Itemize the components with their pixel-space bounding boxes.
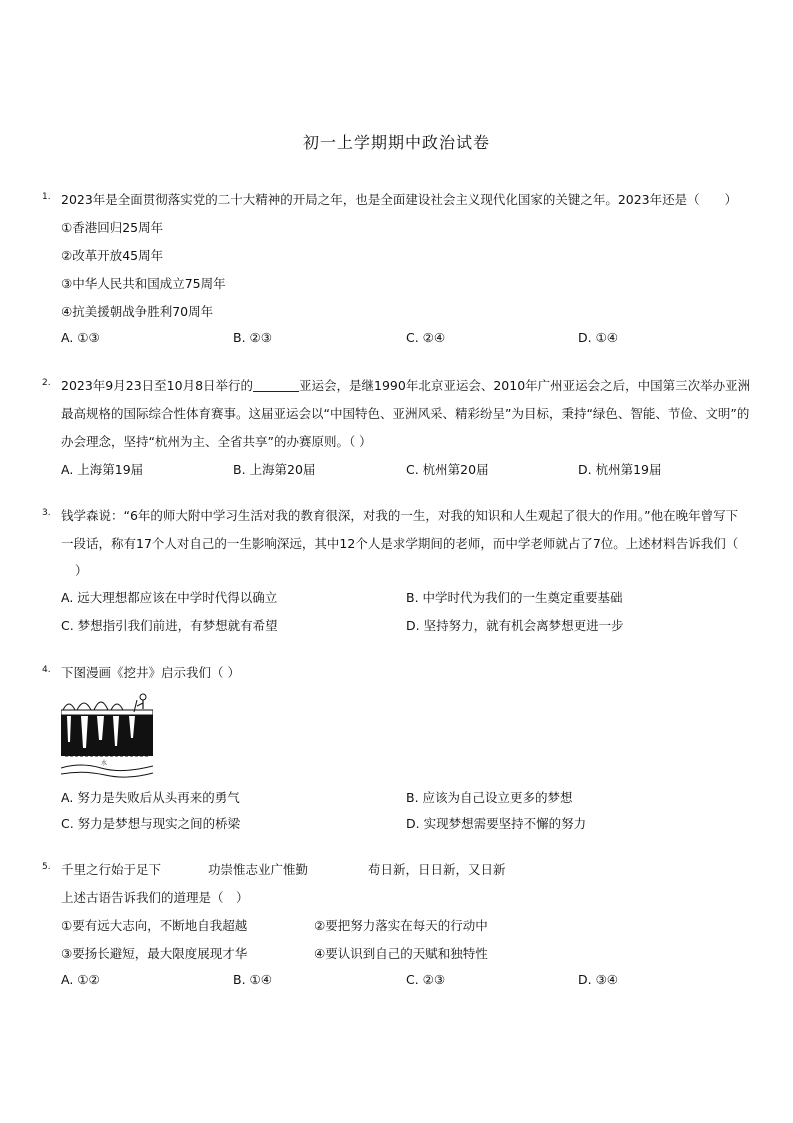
saying: 功崇惟志业广惟勤 bbox=[208, 862, 309, 877]
question-stem bbox=[61, 376, 750, 394]
statement: ③要扬长避短，最大限度展现才华 bbox=[61, 946, 248, 961]
stem-part: 2023年9月23日至10月8日举行的 bbox=[61, 378, 254, 393]
question-stem: ） bbox=[75, 563, 88, 578]
option-b[interactable]: B. 上海第20届 bbox=[233, 462, 316, 477]
question-stem: 2023年是全面贯彻落实党的二十大精神的开局之年，也是全面建设社会主义现代化国家的关键之年。2023年还是（ ） bbox=[61, 192, 738, 207]
option-d[interactable]: D. 实现梦想需要坚持不懈的努力 bbox=[406, 816, 587, 831]
question-stem: 最高规格的国际综合性体育赛事。这届亚运会以“中国特色、亚洲风采、精彩纷呈”为目标，秉持“绿色、智能、节俭、文明”的 bbox=[61, 406, 750, 421]
option-d[interactable]: D. ③④ bbox=[578, 972, 618, 987]
option-d[interactable]: D. 坚持努力，就有机会离梦想更进一步 bbox=[406, 618, 624, 633]
option-c[interactable]: C. ②③ bbox=[406, 972, 446, 987]
option-d[interactable]: D. ①④ bbox=[578, 330, 618, 345]
stem-part: 亚运会，是继1990年北京亚运会、2010年广州亚运会之后，中国第三次举办亚洲 bbox=[299, 378, 751, 393]
answer-blank bbox=[253, 379, 299, 392]
option-c[interactable]: C. 梦想指引我们前进，有梦想就有希望 bbox=[61, 618, 278, 633]
question-number: 3. bbox=[42, 508, 51, 518]
statement: ①香港回归25周年 bbox=[61, 220, 164, 235]
statement: ④抗美援朝战争胜利70周年 bbox=[61, 304, 214, 319]
question-number: 1. bbox=[42, 192, 51, 202]
option-d[interactable]: D. 杭州第19届 bbox=[578, 462, 662, 477]
option-b[interactable]: B. ①④ bbox=[233, 972, 272, 987]
option-a[interactable]: A. 上海第19届 bbox=[61, 462, 144, 477]
question-stem: 办会理念，坚持“杭州为主、全省共享”的办赛原则。（ ） bbox=[61, 434, 372, 449]
option-a[interactable]: A. 远大理想都应该在中学时代得以确立 bbox=[61, 590, 278, 605]
question-number: 5. bbox=[42, 862, 51, 872]
option-c[interactable]: C. 杭州第20届 bbox=[406, 462, 489, 477]
saying: 苟日新，日日新，又日新 bbox=[368, 862, 506, 877]
option-b[interactable]: B. ②③ bbox=[233, 330, 272, 345]
option-b[interactable]: B. 应该为自己设立更多的梦想 bbox=[406, 790, 573, 805]
statement: ②要把努力落实在每天的行动中 bbox=[314, 918, 488, 933]
question-stem: 上述古语告诉我们的道理是（ ） bbox=[61, 890, 249, 905]
saying: 千里之行始于足下 bbox=[61, 862, 162, 877]
statement: ③中华人民共和国成立75周年 bbox=[61, 276, 226, 291]
statement: ②改革开放45周年 bbox=[61, 248, 164, 263]
question-number: 4. bbox=[42, 665, 51, 675]
option-a[interactable]: A. ①③ bbox=[61, 330, 100, 345]
statement: ①要有远大志向，不断地自我超越 bbox=[61, 918, 248, 933]
statement: ④要认识到自己的天赋和独特性 bbox=[314, 946, 488, 961]
question-stem: 钱学森说：“6年的师大附中学习生活对我的教育很深，对我的一生，对我的知识和人生观起了很大的作用。”他在晚年曾写下 bbox=[61, 508, 739, 523]
question-number: 2. bbox=[42, 378, 51, 388]
option-c[interactable]: C. 努力是梦想与现实之间的桥梁 bbox=[61, 816, 241, 831]
option-b[interactable]: B. 中学时代为我们的一生奠定重要基础 bbox=[406, 590, 623, 605]
question-stem: 一段话，称有17个人对自己的一生影响深远，其中12个人是求学期间的老师，而中学老师就占了7位。上述材料告诉我们（ bbox=[61, 536, 739, 551]
cartoon-digging-well-image bbox=[61, 690, 153, 782]
question-stem: 下图漫画《挖井》启示我们（ ） bbox=[61, 665, 240, 680]
option-c[interactable]: C. ②④ bbox=[406, 330, 446, 345]
page-title: 初一上学期期中政治试卷 bbox=[302, 133, 490, 152]
cartoon-caption: 水 bbox=[101, 760, 108, 767]
option-a[interactable]: A. 努力是失败后从头再来的勇气 bbox=[61, 790, 240, 805]
option-a[interactable]: A. ①② bbox=[61, 972, 100, 987]
